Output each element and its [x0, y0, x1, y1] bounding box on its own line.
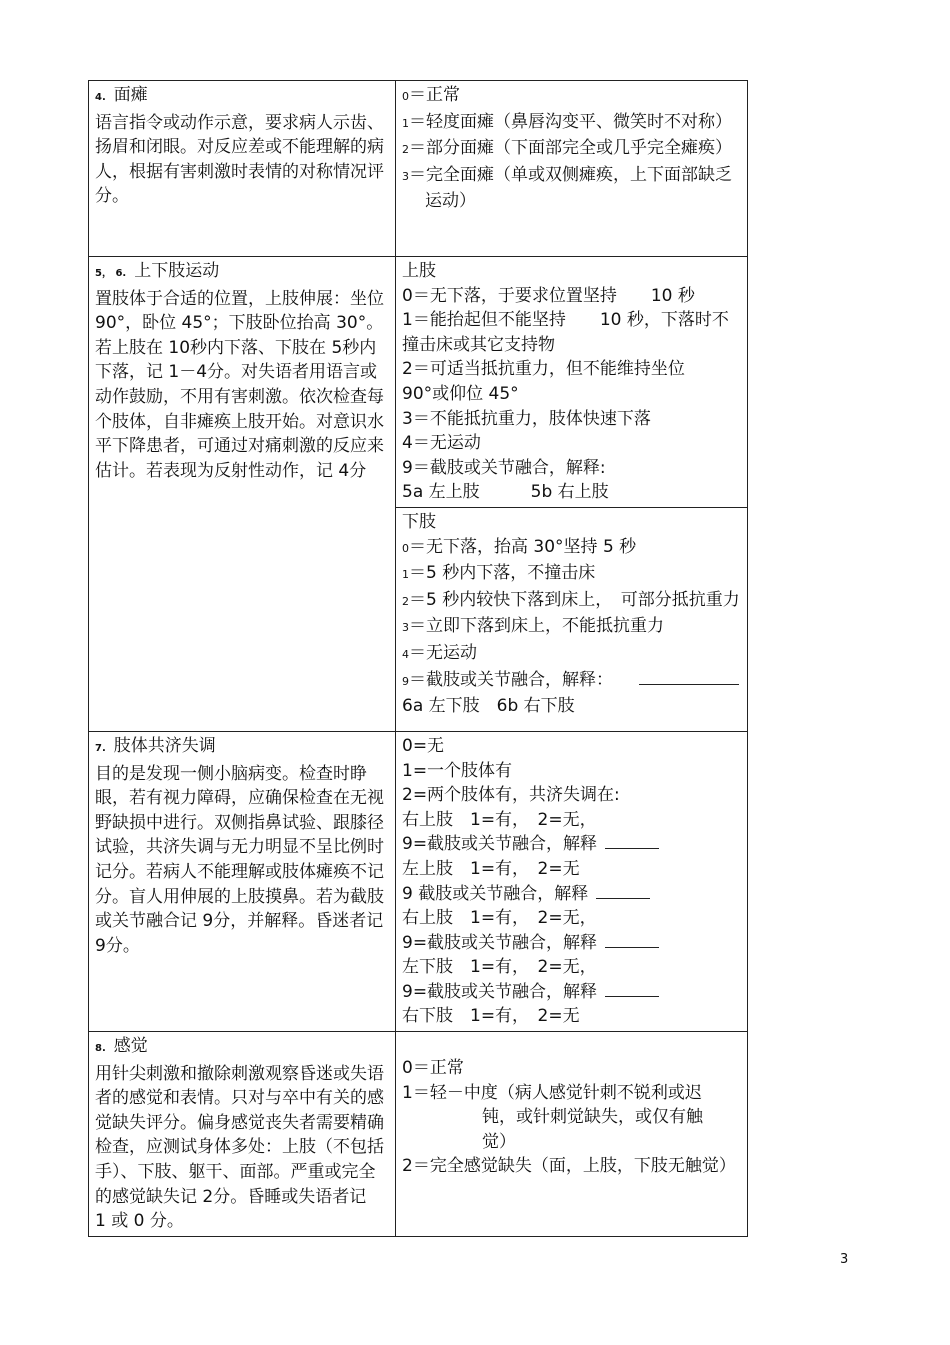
facial-heading: 4. 面瘫	[95, 85, 148, 105]
facial-scores	[396, 81, 748, 257]
sensory-score-1a: 1＝轻－中度（病人感觉针刺不锐利或迟	[402, 1082, 702, 1103]
ataxia-description: 目的是发现一侧小脑病变。检查时睁眼，若有视力障碍，应确保检查在无视野缺损中进行。双侧指鼻试验、跟膝径试验，共济失调与无力明显不呈比例时记分。若病人不能理解或肢体瘫痪不记分。盲人用伸展的上肢摸鼻。若为截肢或关节融合记 9分，并解释。昏迷者记 9分。	[95, 763, 401, 956]
ataxia-limb-2: 左上肢 1=有， 2=无	[402, 858, 580, 879]
facial-score-0: 0＝正常	[402, 85, 460, 105]
upper-limb-title: 上肢	[402, 261, 436, 281]
motor-description: 置肢体于合适的位置，上肢伸展：坐位 90°，卧位 45°；下肢卧位抬高 30°。若上肢在 10秒内下落、下肢在 5秒内下落，记 1－4分。对失语者用语言或动作鼓励，不用有害刺激。依次检查每个肢体，自非瘫痪上肢开始。对意识水平下降患者，可通过对痛刺激的反应来估计。若表现为反射性动作，记 4分	[95, 288, 384, 481]
facial-title: 面瘫	[113, 85, 148, 105]
ataxia-limb-1: 右上肢 1=有， 2=无，	[402, 809, 597, 830]
row-sensory	[89, 1032, 748, 1237]
ataxia-blank-2	[596, 898, 650, 899]
lower-limb-title: 下肢	[402, 511, 436, 532]
upper-sides: 5a 左上肢 5b 右上肢	[402, 482, 609, 503]
motor-title: 上下肢运动	[134, 261, 220, 281]
ataxia-score-2: 2=两个肢体有，共济失调在:	[402, 785, 620, 806]
sensory-description: 用针尖刺激和撤除刺激观察昏迷或失语者的感觉和表情。只对与卒中有关的感觉缺失评分。偏身感觉丧失者需要精确检查，应测试身体多处：上肢（不包括手）、下肢、躯干、面部。严重或完全的感觉缺失记 2分。昏睡或失语者记 1 或 0 分。	[95, 1063, 384, 1232]
facial-instructions	[89, 81, 396, 257]
upper-score-9: 9＝截肢或关节融合，解释:	[402, 457, 606, 478]
row-facial	[89, 81, 748, 257]
page-number: 3	[840, 1252, 849, 1267]
ataxia-title: 肢体共济失调	[113, 735, 216, 756]
upper-score-2: 2＝可适当抵抗重力，但不能维持坐位 90°或仰位 45°	[402, 359, 736, 404]
lower-score-2: 2＝5 秒内较快下落到床上， 可部分抵抗重力	[402, 589, 740, 610]
lower-score-1: 1＝5 秒内下落，不撞击床	[402, 563, 596, 584]
upper-score-1: 1＝能抬起但不能坚持 10 秒，下落时不撞击床或其它支持物	[402, 310, 729, 355]
row-motor-upper	[89, 257, 748, 508]
ataxia-score-1: 1=一个肢体有	[402, 760, 513, 781]
nihss-table	[88, 80, 748, 1237]
sensory-heading: 8. 感觉	[95, 1036, 148, 1057]
ataxia-limb-4: 左下肢 1=有， 2=无，	[402, 957, 597, 978]
ataxia-instructions	[89, 731, 401, 1031]
facial-description: 语言指令或动作示意，要求病人示齿、扬眉和闭眼。对反应差或不能理解的病人，根据有害刺激时表情的对称情况评分。	[95, 112, 384, 207]
ataxia-blank-1	[605, 848, 659, 849]
ataxia-blank-4	[605, 996, 659, 997]
facial-score-1: 1＝轻度面瘫（鼻唇沟变平、微笑时不对称）	[402, 111, 732, 132]
lower-sides: 6a 左下肢 6b 右下肢	[402, 696, 575, 717]
lower-limb-scores	[396, 507, 748, 731]
ataxia-explain-4: 9=截肢或关节融合，解释	[402, 980, 741, 1005]
sensory-scores	[396, 1032, 748, 1237]
lower-score-4: 4＝无运动	[402, 642, 477, 663]
facial-score-2: 2＝部分面瘫（下面部完全或几乎完全瘫痪）	[402, 138, 732, 159]
lower-score-3: 3＝立即下落到床上，不能抵抗重力	[402, 616, 664, 637]
lower-score-9: 9＝截肢或关节融合，解释：	[402, 668, 741, 695]
ataxia-limb-3: 右上肢 1=有， 2=无，	[402, 908, 597, 929]
sensory-score-2: 2＝完全感觉缺失（面，上肢，下肢无触觉）	[402, 1156, 736, 1177]
upper-score-3: 3＝不能抵抗重力，肢体快速下落	[402, 408, 651, 429]
upper-score-4: 4＝无运动	[402, 433, 481, 454]
motor-instructions	[89, 257, 396, 732]
row-ataxia	[89, 731, 748, 1031]
lower-explain-blank	[639, 684, 739, 685]
sensory-instructions	[89, 1032, 396, 1237]
ataxia-explain-1: 9=截肢或关节融合，解释	[402, 832, 741, 857]
ataxia-scores	[396, 731, 748, 1031]
upper-score-0: 0＝无下落，于要求位置坚持 10 秒	[402, 285, 695, 306]
ataxia-score-0: 0=无	[402, 735, 445, 756]
sensory-score-0: 0＝正常	[402, 1058, 464, 1079]
sensory-title: 感觉	[113, 1036, 148, 1057]
facial-score-3: 3＝完全面瘫（单或双侧瘫痪，上下面部缺乏运动）	[402, 164, 732, 212]
upper-limb-scores	[396, 257, 748, 508]
ataxia-heading: 7. 肢体共济失调	[95, 735, 216, 756]
ataxia-blank-3	[605, 947, 659, 948]
lower-score-0: 0＝无下落，抬高 30°坚持 5 秒	[402, 536, 637, 557]
ataxia-limb-5: 右下肢 1=有， 2=无	[402, 1006, 580, 1027]
ataxia-explain-2: 9 截肢或关节融合，解释	[402, 882, 741, 907]
motor-heading: 5， 6. 上下肢运动	[95, 261, 220, 281]
sensory-score-1c: 觉）	[482, 1131, 516, 1152]
ataxia-explain-3: 9=截肢或关节融合，解释	[402, 931, 741, 956]
sensory-score-1b: 钝，或针刺觉缺失，或仅有触	[482, 1107, 703, 1128]
